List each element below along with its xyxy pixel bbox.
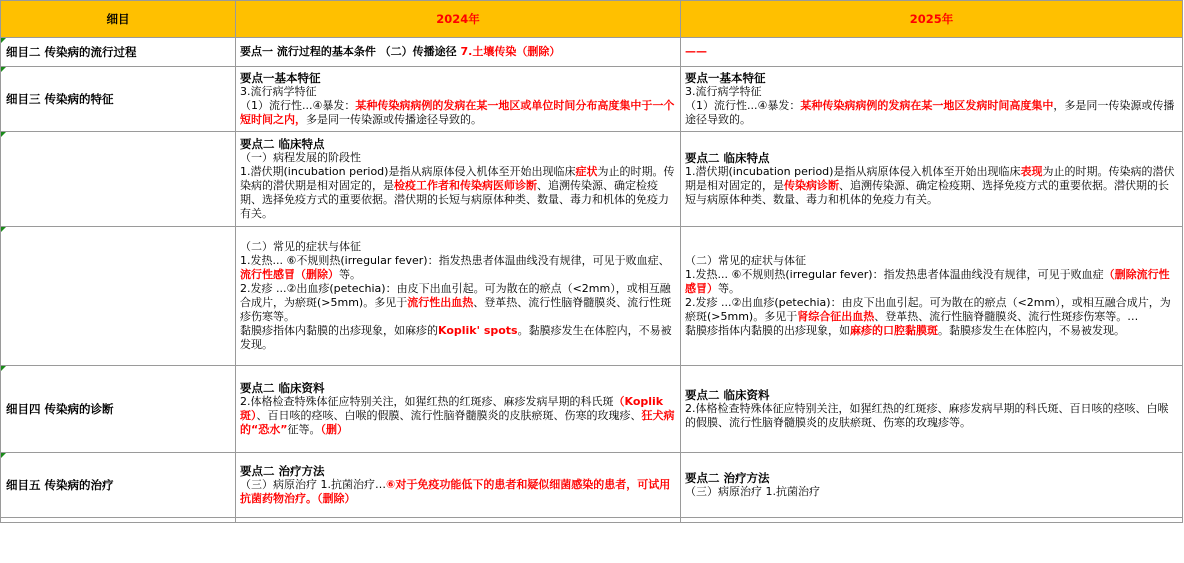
table-row bbox=[1, 518, 1183, 523]
table-row bbox=[1, 227, 1183, 366]
table-row bbox=[1, 453, 1183, 518]
category-cell: 细目四 传染病的诊断 bbox=[1, 366, 236, 453]
header-item: 细目 bbox=[1, 1, 236, 38]
cell-2024: 要点二 治疗方法 （三）病原治疗 1.抗菌治疗…⑥对于免疫功能低下的患者和疑似细菌感染的患者，可试用抗菌药物治疗。（删除） bbox=[236, 453, 681, 518]
table-row bbox=[1, 38, 1183, 67]
empty-cell bbox=[1, 518, 236, 523]
header-2024: 2024年 bbox=[236, 1, 681, 38]
cell-2024: 要点二 临床资料 2.体格检查特殊体征应特别关注，如猩红热的红斑疹、麻疹发病早期的科氏斑（Koplik斑）、百日咳的痉咳、白喉的假膜、流行性脑脊髓膜炎的皮肤瘀斑、伤寒的玫瑰疹、狂犬病的“恐水”征等。（删） bbox=[236, 366, 681, 453]
category-cell: 细目二 传染病的流行过程 bbox=[1, 38, 236, 67]
category-cell: 细目三 传染病的特征 bbox=[1, 67, 236, 132]
cell-2024: 要点一 流行过程的基本条件 （二）传播途径 7.土壤传染（删除） bbox=[236, 38, 681, 67]
category-cell: 细目五 传染病的治疗 bbox=[1, 453, 236, 518]
table-row bbox=[1, 132, 1183, 227]
table-row bbox=[1, 67, 1183, 132]
category-cell bbox=[1, 227, 236, 366]
cell-2025: —— bbox=[681, 38, 1183, 67]
cell-2025: 要点二 临床特点 1.潜伏期(incubation period)是指从病原体侵入机体至开始出现临床表现为止的时期。传染病的潜伏期是相对固定的，是传染病诊断、追溯传染源、确定检疫期、选择免疫方式的重要依据。潜伏期的长短与病原体种类、数量、毒力和机体的免疫力有关。 bbox=[681, 132, 1183, 227]
cell-2024: 要点一基本特征 3.流行病学特征 （1）流行性...④暴发：某种传染病病例的发病在某一地区或单位时间分布高度集中于一个短时间之内，多是同一传染源或传播途径导致的。 bbox=[236, 67, 681, 132]
cell-2025: 要点二 临床资料 2.体格检查特殊体征应特别关注，如猩红热的红斑疹、麻疹发病早期的科氏斑、百日咳的痉咳、白喉的假膜、流行性脑脊髓膜炎的皮肤瘀斑、伤寒的玫瑰疹等。 bbox=[681, 366, 1183, 453]
table-row bbox=[1, 366, 1183, 453]
header-2025: 2025年 bbox=[681, 1, 1183, 38]
cell-2025: 要点一基本特征 3.流行病学特征 （1）流行性...④暴发：某种传染病病例的发病在某一地区发病时间高度集中，多是同一传染源或传播途径导致的。 bbox=[681, 67, 1183, 132]
cell-2025: （二）常见的症状与体征 1.发热... ⑥不规则热(irregular fever)：指发热患者体温曲线没有规律，可见于败血症（删除流行性感冒）等。 2.发疹 ...②出血疹(petechia)：由皮下出血引起。可为散在的瘀点（<2mm），或相互融合成片，为瘀斑(>5mm)。多见于肾综合征出血热、登革热、流行性脑脊髓膜炎、流行性斑疹伤寒等。… 黏膜疹指体内黏膜的出疹现象，如麻疹的口腔黏膜斑。黏膜疹发生在体腔内，不易被发现。 bbox=[681, 227, 1183, 366]
empty-cell bbox=[681, 518, 1183, 523]
cell-2024: （二）常见的症状与体征 1.发热... ⑥不规则热(irregular fever)：指发热患者体温曲线没有规律，可见于败血症、流行性感冒（删除）等。 2.发疹 ...②出血疹(petechia)：由皮下出血引起。可为散在的瘀点（<2mm），或相互融合成片，为瘀斑(>5mm)。多见于流行性出血热、登革热、流行性脑脊髓膜炎、流行性斑疹伤寒等。 黏膜疹指体内黏膜的出疹现象，如麻疹的Koplik' spots。黏膜疹发生在体腔内，不易被发现。 bbox=[236, 227, 681, 366]
cell-2025: 要点二 治疗方法 （三）病原治疗 1.抗菌治疗 bbox=[681, 453, 1183, 518]
empty-cell bbox=[236, 518, 681, 523]
category-cell bbox=[1, 132, 236, 227]
cell-2024: 要点二 临床特点 （一）病程发展的阶段性 1.潜伏期(incubation period)是指从病原体侵入机体至开始出现临床症状为止的时期。传染病的潜伏期是相对固定的，是检疫工作者和传染病医师诊断、追溯传染源、确定检疫期、选择免疫方式的重要依据。潜伏期的长短与病原体种类、数量、毒力和机体的免疫力有关。 bbox=[236, 132, 681, 227]
